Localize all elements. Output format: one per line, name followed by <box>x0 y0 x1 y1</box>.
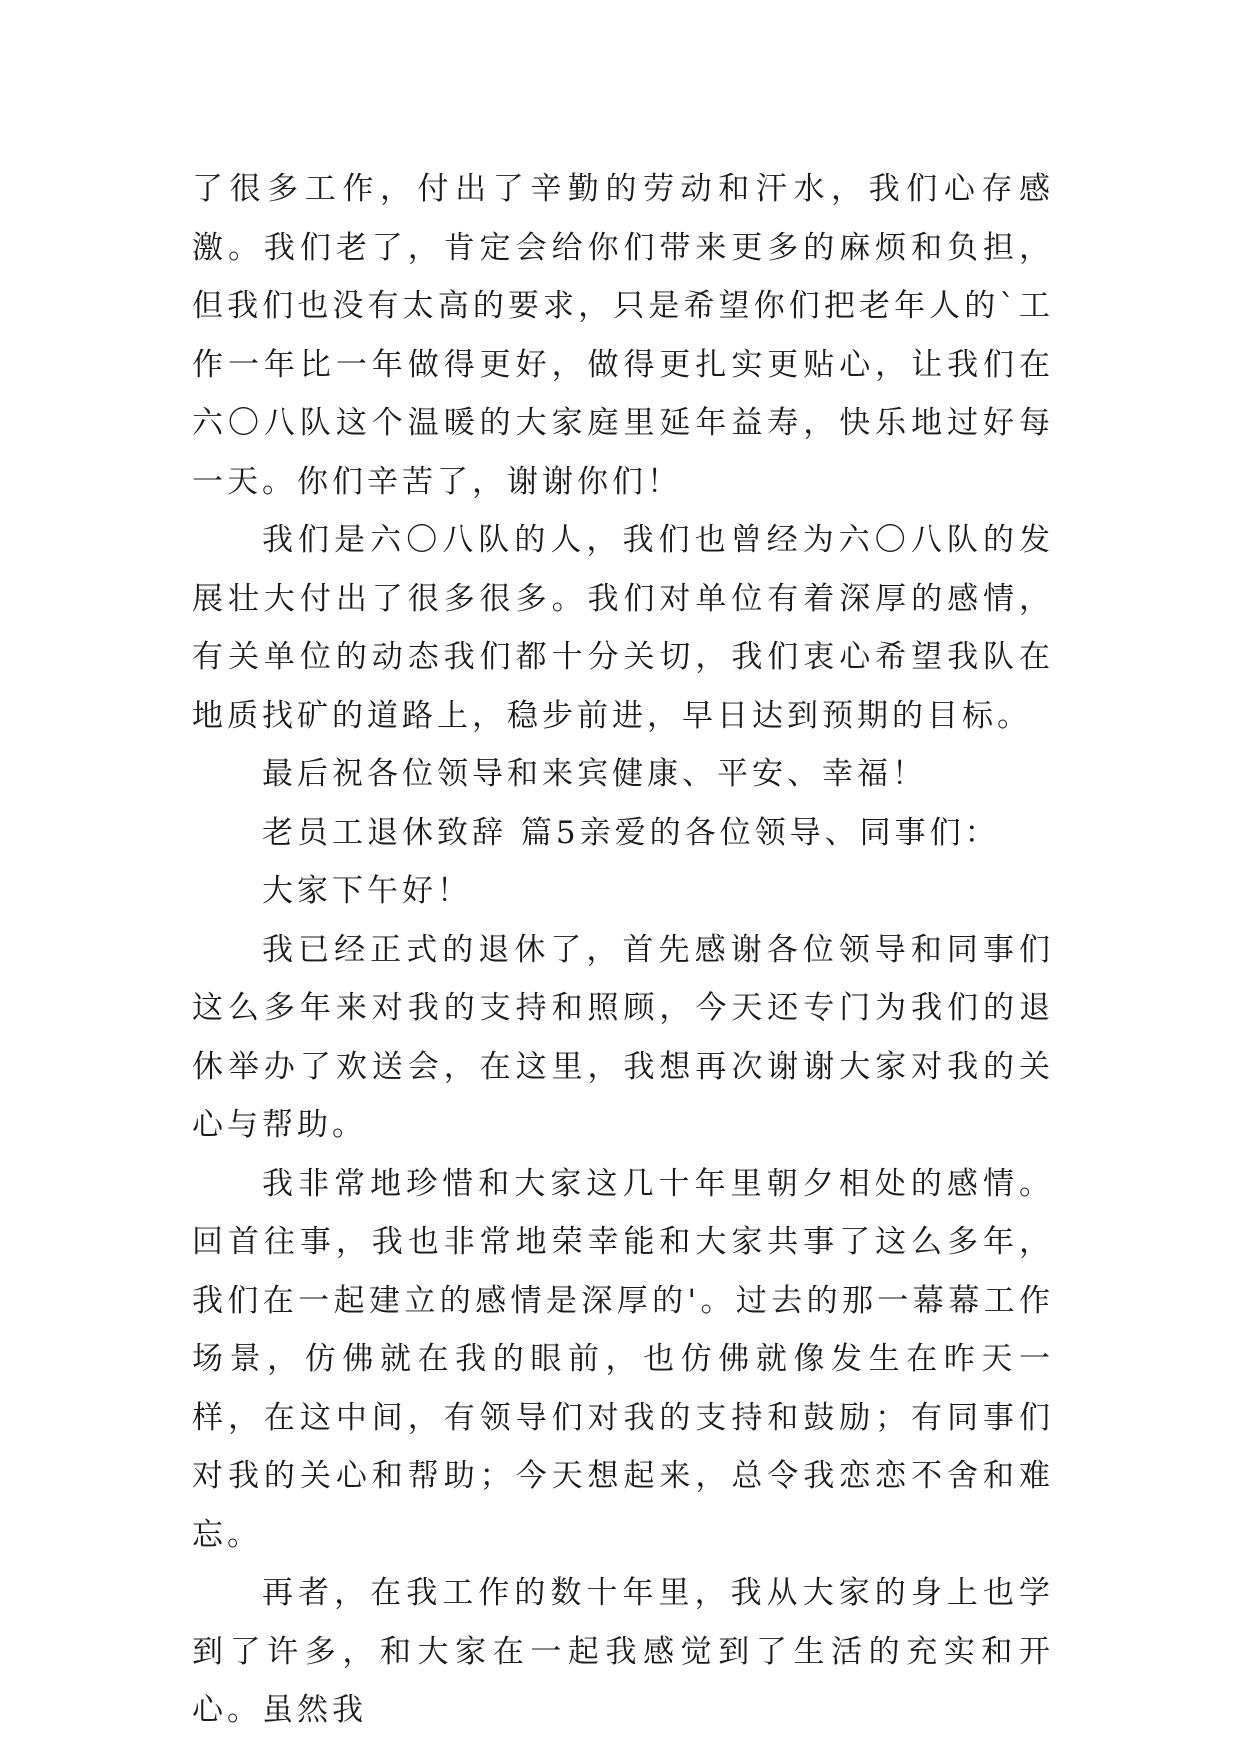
greeting: 大家下午好！ <box>262 873 472 909</box>
paragraph: 我已经正式的退休了，首先感谢各位领导和同事们这么多年来对我的支持和照顾，今天还专门为我们的退休举办了欢送会，在这里，我想再次谢谢大家对我的关心与帮助。 <box>192 931 1054 1143</box>
paragraph: 我非常地珍惜和大家这几十年里朝夕相处的感情。回首往事，我也非常地荣幸能和大家共事了这么多年，我们在一起建立的感情是深厚的'。过去的那一幕幕工作场景，仿佛就在我的眼前，也仿佛就像发生在昨天一样，在这中间，有领导们对我的支持和鼓励；有同事们对我的关心和帮助；今天想起来，总令我恋恋不舍和难忘。 <box>192 1165 1054 1553</box>
paragraph: 再者，在我工作的数十年里，我从大家的身上也学到了许多，和大家在一起我感觉到了生活的充实和开心。虽然我 <box>192 1575 1054 1728</box>
paragraph: 我们是六〇八队的人，我们也曾经为六〇八队的发展壮大付出了很多很多。我们对单位有着深厚的感情，有关单位的动态我们都十分关切，我们衷心希望我队在地质找矿的道路上，稳步前进，早日达到预期的目标。 <box>192 522 1054 734</box>
document-body <box>192 160 1054 1740</box>
paragraph-continuation: 了很多工作，付出了辛勤的劳动和汗水，我们心存感激。我们老了，肯定会给你们带来更多的麻烦和负担，但我们也没有太高的要求，只是希望你们把老年人的`工作一年比一年做得更好，做得更扎实更贴心，让我们在六〇八队这个温暖的大家庭里延年益寿，快乐地过好每一天。你们辛苦了，谢谢你们！ <box>192 171 1054 500</box>
paragraph: 最后祝各位领导和来宾健康、平安、幸福！ <box>262 756 927 792</box>
section-heading: 老员工退休致辞 篇5亲爱的各位领导、同事们： <box>262 814 1000 851</box>
